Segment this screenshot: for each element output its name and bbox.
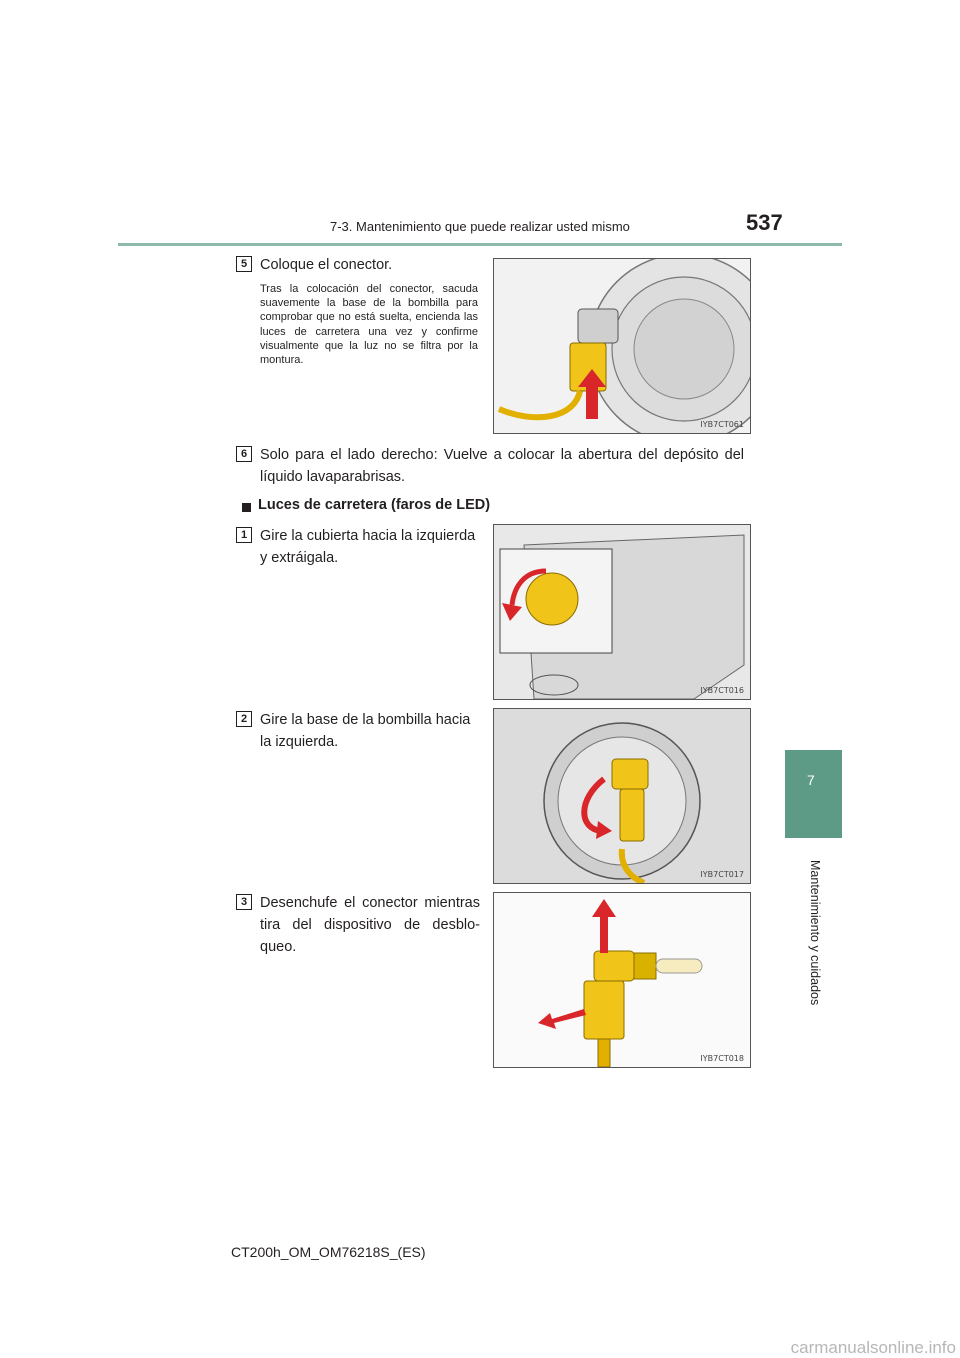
step-number: 1 [236,527,252,543]
step-text: Coloque el conector. [260,257,393,273]
figure-bulb-base [493,708,751,884]
chapter-number: 7 [807,772,815,788]
bullet-square [242,503,251,512]
subsection-title: Luces de carretera (faros de LED) [258,497,491,513]
figure-cover [493,524,751,700]
step-text: Gire la base de la bombilla hacia la izquierda. [260,712,471,750]
figure-code: IYB7CT017 [700,870,744,879]
step-number: 3 [236,894,252,910]
figure-code: IYB7CT061 [700,420,744,429]
section-heading: 7-3. Mantenimiento que puede realizar usted mismo [330,219,630,234]
page-number: 537 [746,210,783,235]
footer-code: CT200h_OM_OM76218S_(ES) [231,1244,426,1260]
figure-connector [493,258,751,434]
step-text: Desenchufe el conector mientras tira del dispositivo de desblo-queo. [260,895,480,955]
chapter-title [807,860,823,1120]
step-text: Solo para el lado derecho: Vuelve a colocar la abertura del depósito del líquido lavaparabrisas. [260,447,744,485]
step-note: Tras la colocación del conector, sacuda suavemente la base de la bombilla para comprobar que no está suelta, encienda las luces de carretera una vez y confirme visualmente que la luz no se filtra por la montura. [260,283,478,367]
step-text: Gire la cubierta hacia la izquierda y extráigala. [260,528,476,566]
figure-code: IYB7CT016 [700,686,744,695]
figure-code: IYB7CT018 [700,1054,744,1063]
step-number: 2 [236,711,252,727]
header-rule [118,243,842,246]
watermark: carmanualsonline.info [790,1338,956,1357]
chapter-tab [785,750,842,838]
chapter-title-text: Mantenimiento y cuidados [808,860,822,1006]
figure-unplug [493,892,751,1068]
step-number: 6 [236,446,252,462]
step-number: 5 [236,256,252,272]
